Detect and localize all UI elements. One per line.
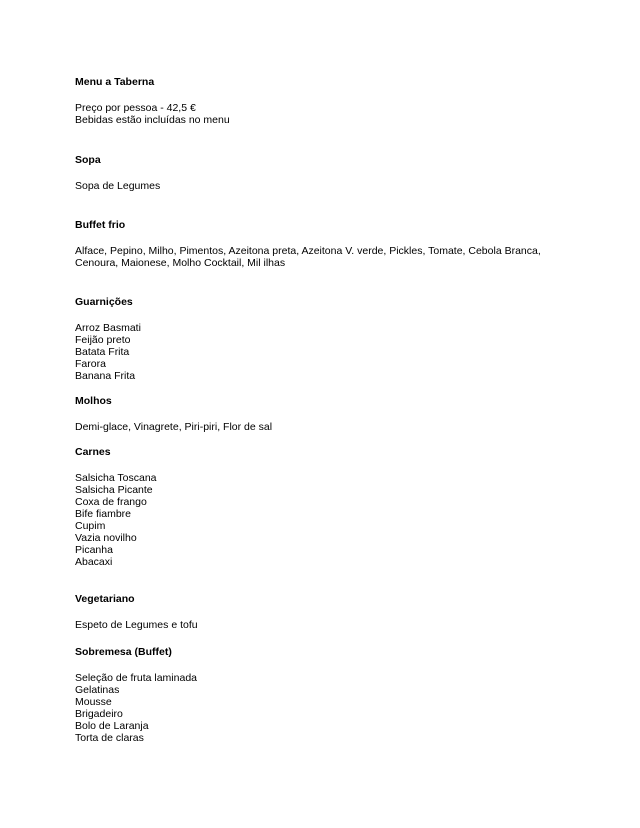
section-text-buffet-frio (75, 245, 595, 269)
section-list-sobremesa (75, 672, 595, 744)
buffet-frio-items: Alface, Pepino, Milho, Pimentos, Azeitona preta, Azeitona V. verde, Pickles, Tomate, Cebola Branca, Cenoura, Maionese, Molho Cocktail, Mil ilhas (75, 245, 541, 269)
list-item: Feijão preto (75, 334, 131, 346)
list-item: Coxa de frango (75, 496, 147, 508)
list-item: Arroz Basmati (75, 322, 141, 334)
list-item: Bife fiambre (75, 508, 132, 520)
menu-title: Menu a Taberna (75, 76, 155, 88)
drinks-included-note: Bebidas estão incluídas no menu (75, 114, 230, 126)
list-item: Torta de claras (75, 732, 144, 744)
section-list-guarnicoes (75, 322, 595, 382)
list-item: Picanha (75, 544, 113, 556)
price-per-person: Preço por pessoa - 42,5 € (75, 102, 196, 114)
list-item: Salsicha Toscana (75, 472, 157, 484)
section-heading-sopa: Sopa (75, 154, 101, 166)
section-list-carnes (75, 472, 595, 568)
section-heading-buffet-frio: Buffet frio (75, 219, 126, 231)
list-item: Farora (75, 358, 106, 370)
section-heading-sobremesa: Sobremesa (Buffet) (75, 646, 172, 658)
list-item: Demi-glace, Vinagrete, Piri-piri, Flor de sal (75, 421, 273, 433)
list-item: Gelatinas (75, 684, 120, 696)
list-item: Espeto de Legumes e tofu (75, 619, 198, 631)
list-item: Banana Frita (75, 370, 136, 382)
section-heading-vegetariano: Vegetariano (75, 593, 135, 605)
list-item: Vazia novilho (75, 532, 137, 544)
list-item: Brigadeiro (75, 708, 123, 720)
section-heading-carnes: Carnes (75, 446, 111, 458)
list-item: Sopa de Legumes (75, 180, 161, 192)
menu-intro (75, 102, 595, 126)
list-item: Abacaxi (75, 556, 113, 568)
section-list-molhos (75, 421, 595, 433)
list-item: Seleção de fruta laminada (75, 672, 197, 684)
list-item: Batata Frita (75, 346, 130, 358)
section-list-vegetariano (75, 619, 595, 631)
list-item: Mousse (75, 696, 112, 708)
list-item: Bolo de Laranja (75, 720, 149, 732)
list-item: Cupim (75, 520, 106, 532)
section-heading-guarnicoes: Guarnições (75, 296, 133, 308)
section-heading-molhos: Molhos (75, 395, 112, 407)
section-list-sopa (75, 180, 595, 192)
list-item: Salsicha Picante (75, 484, 153, 496)
